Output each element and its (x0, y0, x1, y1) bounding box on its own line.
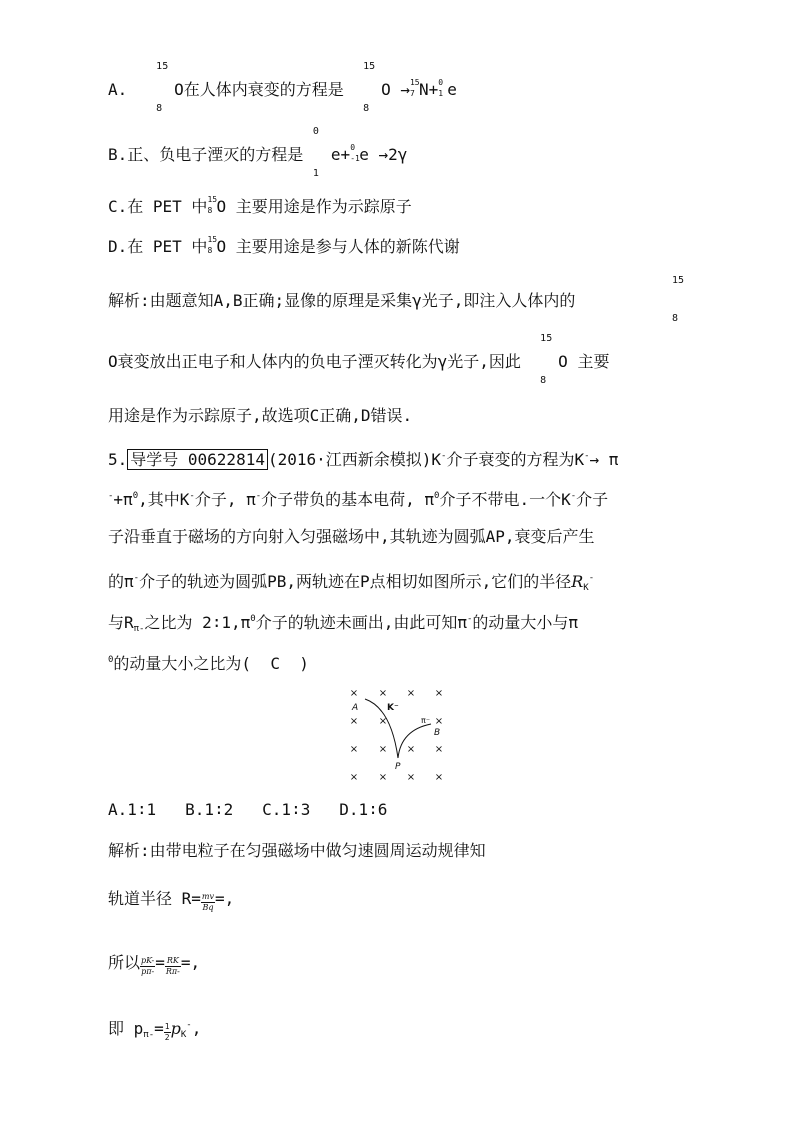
question-5-line-2: $^-+\pi^0$,其中K-介子, π-介子带负的基本电荷, $\pi^0$介子不带电.一个K-介子 (108, 490, 609, 509)
question-5-line-3: 子沿垂直于磁场的方向射入匀强磁场中,其轨迹为圆弧AP,衰变后产生 (108, 527, 595, 546)
cross-mark: × (406, 772, 416, 783)
question-5-line-1: 5. 导学号 00622814 (2016·江西新余模拟)K-介子衰变的方程为K-→ π (108, 450, 619, 469)
option-d: D.在 PET 中 15 8 O 主要用途是参与人体的新陈代谢 (108, 235, 460, 256)
choice-a: A.1∶1 (108, 800, 157, 819)
answer: C (270, 654, 280, 673)
cross-mark: × (406, 744, 416, 755)
question-5-line-6: $^0$的动量大小之比为( C ) (108, 654, 309, 673)
option-a-label: A. (108, 80, 128, 99)
label-a: A (352, 703, 359, 713)
fraction: $\frac{mv}{Bq}$ (201, 892, 215, 912)
guide-number-tag: 导学号 00622814 (127, 449, 268, 470)
cross-mark: × (349, 772, 359, 783)
label-k: K⁻ (387, 703, 399, 713)
label-p: P (395, 762, 401, 772)
cross-mark: × (434, 688, 444, 699)
label-pi: π⁻ (421, 716, 431, 725)
choice-b: B.1∶2 (185, 800, 234, 819)
option-b: B.正、负电子湮灭的方程是 0 1 e+ 0 -1 e →2γ (108, 126, 408, 179)
question-5-line-5: 与$R_{\pi-}$之比为 $2∶1,\pi^0$介子的轨迹未画出,由此可知π-的动量大小与π (108, 613, 579, 634)
cross-mark: × (378, 772, 388, 783)
nuclide-mini: 0 -1 (350, 143, 360, 163)
magnetic-field-figure (343, 686, 453, 786)
cross-mark: × (349, 688, 359, 699)
cross-mark: × (349, 744, 359, 755)
analysis-2-line-3: 所以 $\frac{pK-}{p\pi-}$ = $\frac{RK}{R\pi-}$ =, (108, 953, 201, 976)
option-b-text: B.正、负电子湮灭的方程是 (108, 145, 304, 164)
nuclide-stack: 15 8 (540, 333, 553, 386)
choice-d: D.1∶6 (339, 800, 388, 819)
analysis-line-3: 用途是作为示踪原子,故选项C正确,D错误. (108, 406, 413, 425)
option-a-text: O在人体内衰变的方程是 (174, 80, 344, 99)
choice-c: C.1∶3 (262, 800, 311, 819)
cross-mark: × (434, 716, 444, 727)
question-5-line-4: 的π-介子的轨迹为圆弧PB,两轨迹在P点相切如图所示,它们的半径$R_K^-$ (108, 572, 595, 593)
nuclide-mini: 0 1 (438, 78, 444, 98)
nuclide-stack: 15 8 (156, 61, 169, 114)
analysis-2-line-1: 解析:由带电粒子在匀强磁场中做匀速圆周运动规律知 (108, 841, 486, 860)
cross-mark: × (378, 716, 388, 727)
cross-mark: × (378, 688, 388, 699)
cross-mark: × (434, 772, 444, 783)
cross-mark: × (406, 688, 416, 699)
fraction: $\frac{RK}{R\pi-}$ (165, 956, 180, 976)
nuclide-stack: 15 8 (672, 275, 685, 324)
cross-mark: × (378, 744, 388, 755)
cross-mark: × (349, 716, 359, 727)
option-c: C.在 PET 中 15 8 O 主要用途是作为示踪原子 (108, 195, 412, 216)
nuclide-mini: 15 7 (409, 78, 420, 98)
analysis-line-2: O衰变放出正电子和人体内的负电子湮灭转化为γ光子,因此 15 8 O 主要 (108, 333, 610, 386)
nuclide-stack: 15 8 (363, 61, 376, 114)
label-b: B (434, 728, 441, 738)
option-a-equation: O → (381, 80, 410, 99)
analysis-2-line-2: 轨道半径 R= $\frac{mv}{Bq}$ =, (108, 889, 235, 912)
option-a: A. 15 8 O在人体内衰变的方程是 15 8 O → 15 7 N+ 0 1 e (108, 61, 457, 114)
fraction: $\frac{1}{2}$ (164, 1022, 170, 1042)
cross-mark: × (434, 744, 444, 755)
nuclide-mini: 15 8 (207, 195, 218, 215)
question-number: 5. (108, 450, 128, 469)
answer-choices (108, 800, 387, 820)
fraction: $\frac{pK-}{p\pi-}$ (141, 956, 155, 976)
analysis-2-line-4: 即 $p_{\pi-}=$ $\frac{1}{2}$ $p_K^-$, (108, 1019, 202, 1042)
analysis-line-1: 解析:由题意知A,B正确;显像的原理是采集γ光子,即注入人体内的 (108, 291, 576, 310)
nuclide-mini: 15 8 (207, 235, 218, 255)
nuclide-stack: 0 1 (312, 126, 319, 179)
